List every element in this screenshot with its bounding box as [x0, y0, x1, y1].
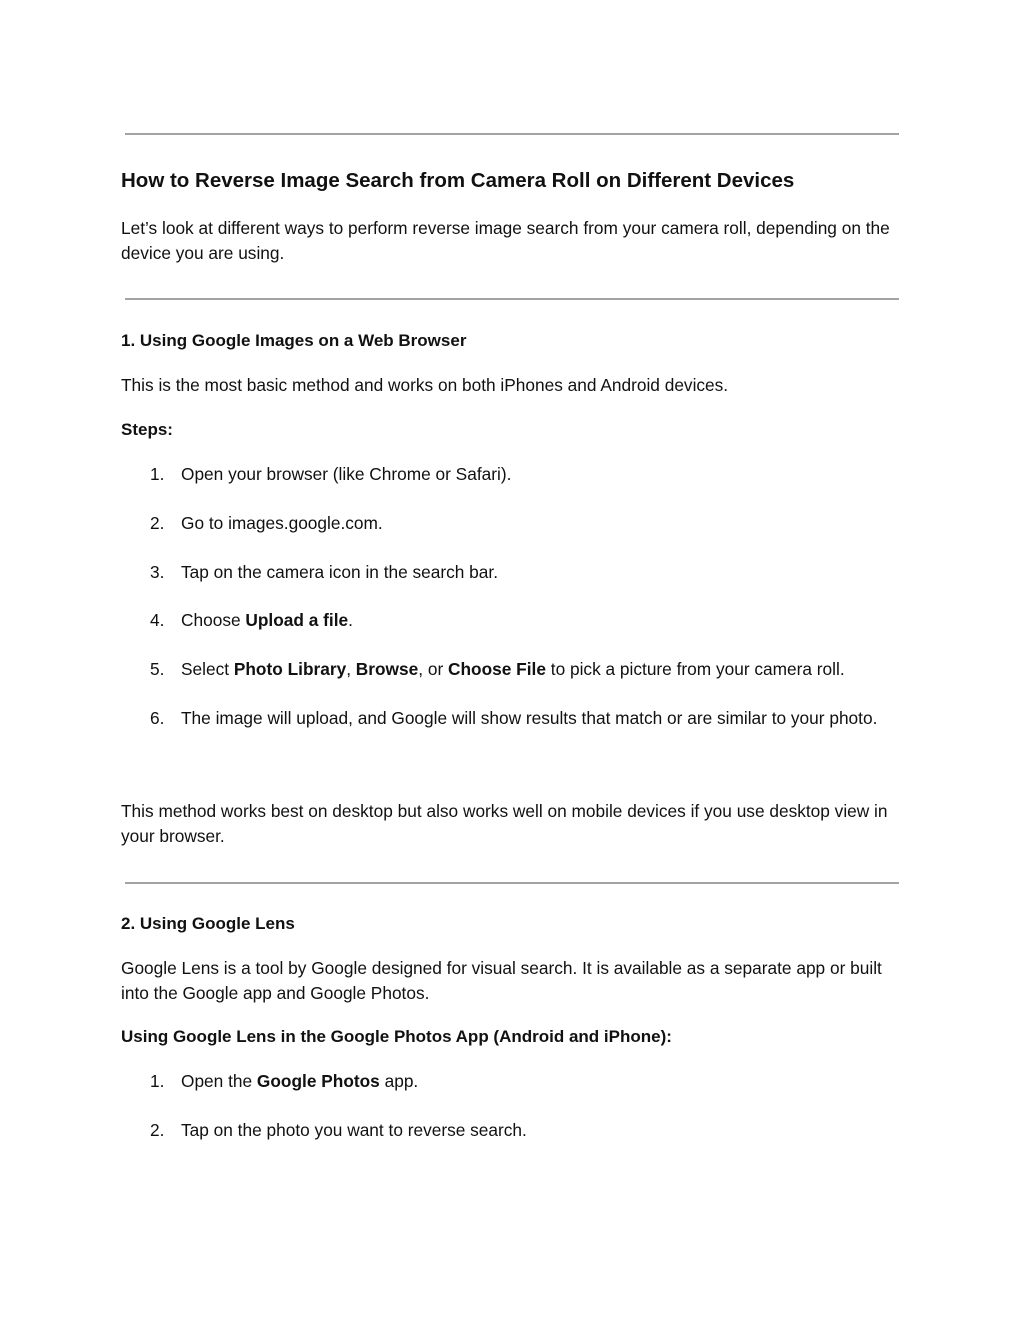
horizontal-rule: [125, 298, 899, 300]
steps-label: Steps:: [121, 420, 173, 439]
subsection-heading: Using Google Lens in the Google Photos App (Android and iPhone):: [121, 1027, 672, 1046]
list-text: Tap on the photo you want to reverse search.: [181, 1120, 527, 1140]
list-text: The image will upload, and Google will show results that match or are similar to your photo.: [181, 708, 878, 728]
bold-term: Browse: [355, 659, 419, 679]
bold-term: Choose File: [448, 659, 546, 679]
horizontal-rule: [125, 133, 899, 135]
section-description: Google Lens is a tool by Google designed for visual search. It is available as a separate app or built into the Google app and Google Photos.: [121, 958, 882, 1003]
list-text: Go to images.google.com.: [181, 513, 383, 533]
section-heading: 2. Using Google Lens: [121, 914, 295, 933]
list-text: Open the Google Photos app.: [181, 1071, 419, 1091]
list-text: Choose Upload a file.: [181, 610, 353, 630]
section-note: This method works best on desktop but also works well on mobile devices if you use desktop view in your browser.: [121, 801, 888, 846]
bold-term: Photo Library: [233, 659, 347, 679]
section-heading: 1. Using Google Images on a Web Browser: [121, 331, 467, 350]
list-number: 2.: [150, 1120, 165, 1140]
section-description: This is the most basic method and works on both iPhones and Android devices.: [121, 375, 729, 395]
list-number: 3.: [150, 562, 165, 582]
list-number: 1.: [150, 464, 165, 484]
list-number: 6.: [150, 708, 165, 728]
list-text: Open your browser (like Chrome or Safari).: [181, 464, 512, 484]
list-text: Tap on the camera icon in the search bar.: [181, 562, 499, 582]
list-number: 5.: [150, 659, 165, 679]
horizontal-rule: [125, 882, 899, 884]
list-number: 2.: [150, 513, 165, 533]
intro-paragraph: Let’s look at different ways to perform reverse image search from your camera roll, depending on the device you are using.: [121, 218, 890, 263]
list-number: 1.: [150, 1071, 165, 1091]
bold-term: Google Photos: [256, 1071, 380, 1091]
list-number: 4.: [150, 610, 165, 630]
bold-term: Upload a file: [245, 610, 349, 630]
page-title: How to Reverse Image Search from Camera Roll on Different Devices: [121, 169, 795, 192]
list-text: Select Photo Library, Browse, or Choose File to pick a picture from your camera roll.: [181, 659, 845, 679]
